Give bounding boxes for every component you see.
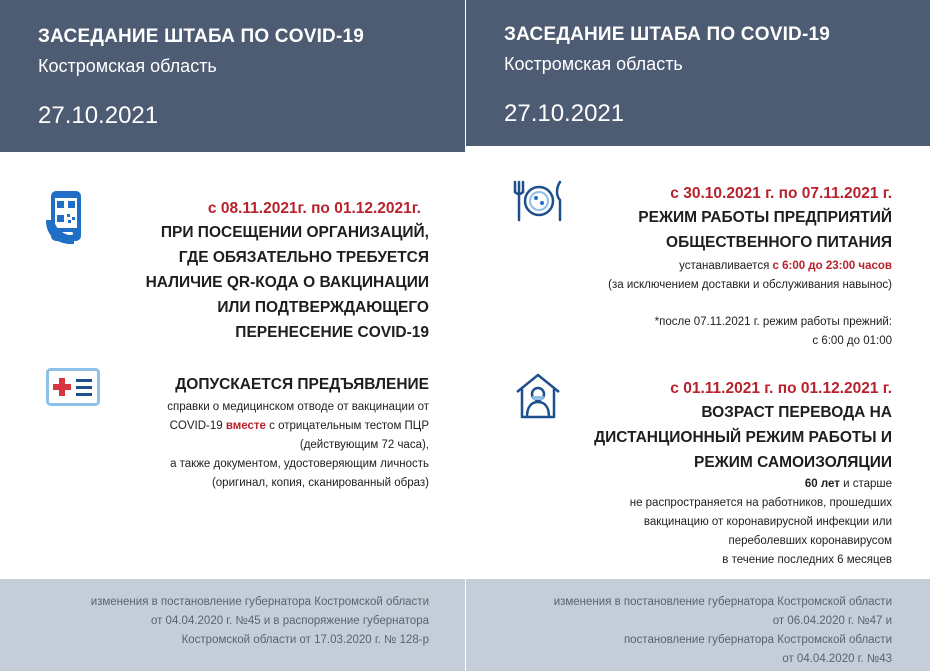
left-header: [0, 0, 465, 152]
catering-note-2: с 6:00 до 01:00: [812, 335, 892, 347]
remote-age-value: 60 лет: [804, 478, 840, 490]
certificate-line-2: [167, 417, 429, 436]
header-title: ЗАСЕДАНИЕ ШТАБА ПО COVID-19: [38, 26, 365, 47]
remote-age: [594, 475, 892, 494]
certificate-line-2c: с отрицательным тестом ПЦР: [265, 420, 429, 432]
remote-detail-1: не распространяется на работников, прошедших: [629, 497, 892, 509]
header-date: 27.10.2021: [504, 100, 625, 127]
left-footer: [0, 579, 465, 671]
right-footer-line-1: изменения в постановление губернатора Костромской области: [553, 596, 892, 608]
left-footer-line-1: изменения в постановление губернатора Костромской области: [90, 596, 429, 608]
header-region: Костромская область: [504, 54, 683, 74]
header-title: ЗАСЕДАНИЕ ШТАБА ПО COVID-19: [504, 24, 831, 45]
catering-note-1: *после 07.11.2021 г. режим работы прежний:: [654, 316, 892, 328]
catering-exception: (за исключением доставки и обслуживания навынос): [608, 279, 892, 291]
medical-certificate-icon: [46, 368, 100, 406]
remote-line-1: ВОЗРАСТ ПЕРЕВОДА НА: [701, 404, 892, 421]
catering-line-1: РЕЖИМ РАБОТЫ ПРЕДПРИЯТИЙ: [638, 209, 892, 226]
right-footer-line-2: от 06.04.2020 г. №47 и: [772, 615, 892, 627]
right-footer-line-3: постановление губернатора Костромской области: [623, 634, 892, 646]
remote-date-range: с 01.11.2021 г. по 01.12.2021 г.: [670, 380, 892, 397]
certificate-line-4: а также документом, удостоверяющим личность: [170, 458, 429, 470]
catering-hours-value: с 6:00 до 23:00 часов: [772, 260, 892, 272]
remote-age-suffix: и старше: [839, 478, 892, 490]
qr-line-4: ИЛИ ПОДТВЕРЖДАЮЩЕГО: [217, 299, 429, 316]
remote-detail-2: вакцинацию от коронавирусной инфекции или: [643, 516, 892, 528]
right-footer: [466, 579, 930, 671]
catering-line-2: ОБЩЕСТВЕННОГО ПИТАНИЯ: [666, 234, 892, 251]
remote-line-2: ДИСТАНЦИОННЫЙ РЕЖИМ РАБОТЫ И: [594, 429, 892, 446]
left-footer-text: [91, 593, 429, 650]
qr-requirement-block: [146, 198, 429, 345]
together-emphasis: вместе: [225, 420, 266, 432]
remote-detail-3: переболевших коронавирусом: [728, 535, 892, 547]
certificate-line-2a: COVID-19: [169, 420, 226, 432]
left-footer-line-2: от 04.04.2020 г. №45 и в распоряжение губернатора: [150, 615, 429, 627]
left-footer-line-3: Костромской области от 17.03.2020 г. № 128-р: [181, 634, 429, 646]
right-footer-text: [554, 593, 892, 669]
qr-line-5: ПЕРЕНЕСЕНИЕ COVID-19: [235, 324, 429, 341]
catering-block: [608, 183, 892, 351]
catering-date-range: с 30.10.2021 г. по 07.11.2021 г.: [670, 185, 892, 202]
right-header: [466, 0, 930, 146]
certificate-heading: ДОПУСКАЕТСЯ ПРЕДЪЯВЛЕНИЕ: [175, 376, 429, 393]
dining-icon: [510, 180, 568, 222]
certificate-line-5: (оригинал, копия, сканированный образ): [211, 477, 429, 489]
certificate-block: [167, 372, 429, 493]
header-date: 27.10.2021: [38, 102, 159, 129]
qr-phone-icon: [44, 190, 94, 246]
right-footer-line-4: от 04.04.2020 г. №43: [782, 653, 892, 665]
certificate-line-3: (действующим 72 часа),: [299, 439, 429, 451]
right-panel: [466, 0, 930, 671]
remote-detail-4: в течение последних 6 месяцев: [722, 554, 892, 566]
qr-date-range: с 08.11.2021г. по 01.12.2021г.: [207, 200, 421, 217]
qr-line-3: НАЛИЧИЕ QR-КОДА О ВАКЦИНАЦИИ: [145, 274, 429, 291]
remote-work-block: [594, 378, 892, 570]
header-region: Костромская область: [38, 56, 217, 76]
catering-hours: [608, 257, 892, 276]
certificate-line-1: справки о медицинском отводе от вакцинации от: [167, 401, 429, 413]
qr-line-1: ПРИ ПОСЕЩЕНИИ ОРГАНИЗАЦИЙ,: [160, 224, 429, 241]
remote-line-3: РЕЖИМ САМОИЗОЛЯЦИИ: [694, 454, 892, 471]
home-isolation-icon: [514, 372, 562, 420]
catering-hours-prefix: устанавливается: [679, 260, 773, 272]
qr-line-2: ГДЕ ОБЯЗАТЕЛЬНО ТРЕБУЕТСЯ: [178, 249, 429, 266]
